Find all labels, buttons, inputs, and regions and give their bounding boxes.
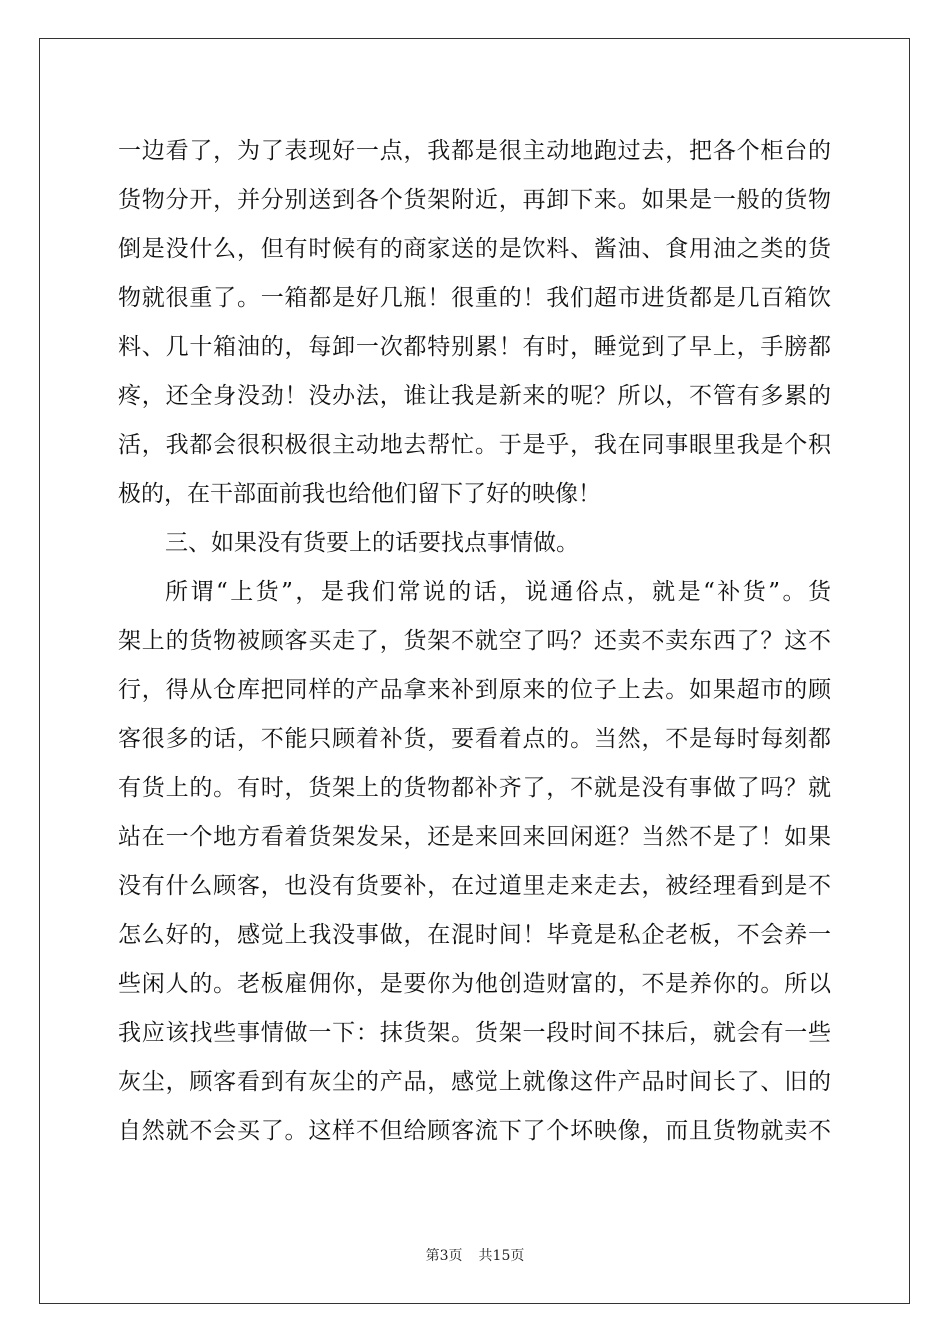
text-line: 些闲人的。老板雇佣你，是要你为他创造财富的，不是养你的。所以 — [118, 971, 831, 997]
text-line: 灰尘，顾客看到有灰尘的产品，感觉上就像这件产品时间长了、旧的 — [118, 1069, 831, 1095]
text-line: 怎么好的，感觉上我没事做，在混时间！毕竟是私企老板，不会养一 — [118, 922, 831, 948]
text-line: 物就很重了。一箱都是好几瓶！很重的！我们超市进货都是几百箱饮 — [118, 285, 831, 311]
text-line: 所谓“上货”，是我们常说的话，说通俗点，就是“补货”。货 — [165, 579, 831, 605]
page-total: 共15页 — [478, 1248, 525, 1264]
text-line: 有货上的。有时，货架上的货物都补齐了，不就是没有事做了吗？就 — [118, 775, 831, 801]
text-line: 我应该找些事情做一下：抹货架。货架一段时间不抹后，就会有一些 — [118, 1020, 831, 1046]
text-line: 客很多的话，不能只顾着补货，要看着点的。当然，不是每时每刻都 — [118, 726, 831, 752]
text-line: 自然就不会买了。这样不但给顾客流下了个坏映像，而且货物就卖不 — [118, 1118, 831, 1144]
text-line: 没有什么顾客，也没有货要补，在过道里走来走去，被经理看到是不 — [118, 873, 831, 899]
text-line: 料、几十箱油的，每卸一次都特别累！有时，睡觉到了早上，手膀都 — [118, 334, 831, 360]
text-line: 倒是没什么，但有时候有的商家送的是饮料、酱油、食用油之类的货 — [118, 236, 831, 262]
text-line: 行，得从仓库把同样的产品拿来补到原来的位子上去。如果超市的顾 — [118, 677, 831, 703]
document-body — [118, 127, 831, 1156]
text-line: 站在一个地方看着货架发呆，还是来回来回闲逛？当然不是了！如果 — [118, 824, 831, 850]
page-number: 第3页 — [425, 1248, 463, 1264]
text-line: 架上的货物被顾客买走了，货架不就空了吗？还卖不卖东西了？这不 — [118, 628, 831, 654]
section-heading: 三、如果没有货要上的话要找点事情做。 — [165, 530, 579, 556]
page-footer — [0, 1245, 950, 1265]
text-line: 一边看了，为了表现好一点，我都是很主动地跑过去，把各个柜台的 — [118, 138, 831, 164]
text-line: 活，我都会很积极很主动地去帮忙。于是乎，我在同事眼里我是个积 — [118, 432, 831, 458]
text-line: 极的，在干部面前我也给他们留下了好的映像！ — [118, 481, 601, 507]
text-line: 疼，还全身没劲！没办法，谁让我是新来的呢？所以，不管有多累的 — [118, 383, 831, 409]
text-line: 货物分开，并分别送到各个货架附近，再卸下来。如果是一般的货物 — [118, 187, 831, 213]
